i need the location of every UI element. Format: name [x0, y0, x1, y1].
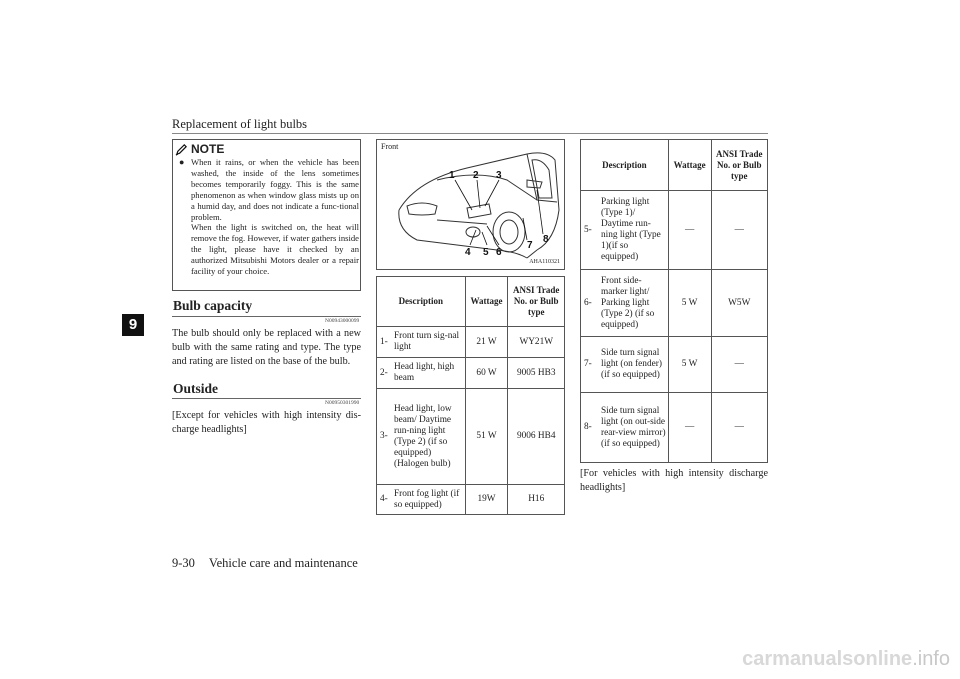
- row-number: 4-: [380, 494, 388, 504]
- col-header-description: Description: [377, 277, 466, 327]
- table-row: [581, 270, 768, 337]
- row-ansi: —: [711, 337, 767, 393]
- row-description: Head light, low beam/ Daytime run-ning light (Type 2) (if so equipped) (Halogen bulb): [394, 403, 452, 469]
- figure-code: AHA110321: [529, 259, 560, 265]
- row-description: Front side-marker light/ Parking light (Type 2) (if so equipped): [601, 275, 655, 330]
- note-box: [172, 139, 361, 291]
- watermark-text: carmanualsonline: [742, 648, 913, 670]
- callout-7: 7: [527, 240, 533, 251]
- row-ansi: H16: [508, 485, 565, 515]
- col-header-ansi: ANSI Trade No. or Bulb type: [711, 140, 767, 191]
- row-ansi: —: [711, 191, 767, 270]
- row-number: 5-: [584, 224, 592, 235]
- note-text: [179, 157, 359, 277]
- row-number: 7-: [584, 359, 592, 369]
- outside-title: Outside: [173, 381, 219, 396]
- col-header-wattage: Wattage: [465, 277, 508, 327]
- row-wattage: 19W: [465, 485, 508, 515]
- row-wattage: 21 W: [465, 327, 508, 358]
- table-row: [377, 485, 565, 515]
- section-rule: [172, 316, 361, 317]
- hid-note-text: [For vehicles with high intensity discharge headlights]: [580, 468, 768, 494]
- page-header-title: Replacement of light bulbs: [172, 117, 308, 131]
- figure-label: Front: [381, 142, 399, 151]
- bulb-capacity-text: The bulb should only be replaced with a new bulb with the same rating and type. The type and rating are listed on the base of the bulb.: [172, 328, 361, 368]
- callout-3: 3: [496, 170, 502, 181]
- col-header-ansi: ANSI Trade No. or Bulb type: [508, 277, 565, 327]
- callout-1: 1: [449, 170, 455, 181]
- row-description: Front fog light (if so equipped): [394, 488, 460, 510]
- car-illustration: [377, 140, 564, 269]
- note-badge: [175, 142, 224, 156]
- table-row: [581, 191, 768, 270]
- row-description: Front turn sig-nal light: [394, 331, 460, 352]
- table-row: [377, 327, 565, 358]
- row-ansi: WY21W: [508, 327, 565, 358]
- row-number: 8-: [584, 422, 592, 432]
- car-front-figure: [376, 139, 565, 270]
- chapter-tab: 9: [122, 314, 144, 336]
- callout-2: 2: [473, 170, 479, 181]
- row-wattage: 51 W: [465, 389, 508, 485]
- note-paragraph-1: When it rains, or when the vehicle has been washed, the inside of the lens sometimes becomes temporarily foggy. This is the same phenomenon as when window glass mists up on a humid day, and does not indicate a func-tional problem.: [191, 157, 359, 222]
- table-row: [581, 393, 768, 463]
- callout-4: 4: [465, 247, 471, 258]
- row-number: 2-: [380, 367, 388, 378]
- note-label: NOTE: [191, 142, 225, 156]
- callout-6: 6: [496, 247, 502, 258]
- row-ansi: W5W: [711, 270, 767, 337]
- bulb-table-2: [580, 139, 768, 463]
- outside-code: N00950301990: [325, 400, 360, 406]
- row-number: 1-: [380, 336, 388, 347]
- bullet-icon: ●: [179, 157, 185, 167]
- row-wattage: 5 W: [668, 270, 711, 337]
- row-number: 6-: [584, 297, 592, 308]
- callout-8: 8: [543, 234, 549, 245]
- note-pencil-icon: [175, 143, 188, 156]
- row-number: 3-: [380, 431, 388, 441]
- note-paragraph-2: When the light is switched on, the heat will remove the fog. However, if water gathers inside the light, please have it checked by an authorized Mitsubishi Motors dealer or a repair facility of your choice.: [191, 222, 359, 277]
- table-row: [581, 337, 768, 393]
- bulb-capacity-code: N00943000099: [325, 318, 360, 324]
- row-ansi: 9005 HB3: [508, 358, 565, 389]
- bulb-table-1: [376, 276, 565, 515]
- row-wattage: 5 W: [668, 337, 711, 393]
- footer-section: Vehicle care and maintenance: [208, 556, 358, 570]
- page-footer: [172, 556, 358, 571]
- header-rule: [172, 133, 768, 134]
- row-wattage: —: [668, 393, 711, 463]
- col-header-description: Description: [581, 140, 669, 191]
- row-description: Side turn signal light (on fender) (if so equipped): [601, 348, 662, 380]
- row-wattage: 60 W: [465, 358, 508, 389]
- row-description: Side turn signal light (on out-side rear-view mirror) (if so equipped): [601, 405, 666, 449]
- row-description: Parking light (Type 1)/ Daytime run-ning light (Type 1)(if so equipped): [601, 197, 661, 262]
- col-header-wattage: Wattage: [668, 140, 711, 191]
- watermark: [742, 648, 950, 671]
- row-ansi: 9006 HB4: [508, 389, 565, 485]
- table-row: [377, 389, 565, 485]
- row-wattage: —: [668, 191, 711, 270]
- page-number: 9-30: [172, 556, 195, 570]
- callout-5: 5: [483, 247, 489, 258]
- table-row: [377, 358, 565, 389]
- row-ansi: —: [711, 393, 767, 463]
- section-rule: [172, 398, 361, 399]
- row-description: Head light, high beam: [394, 362, 455, 383]
- outside-text: [Except for vehicles with high intensity dis-charge headlights]: [172, 410, 361, 436]
- bulb-capacity-title: Bulb capacity: [173, 298, 253, 313]
- watermark-suffix: .info: [912, 648, 950, 670]
